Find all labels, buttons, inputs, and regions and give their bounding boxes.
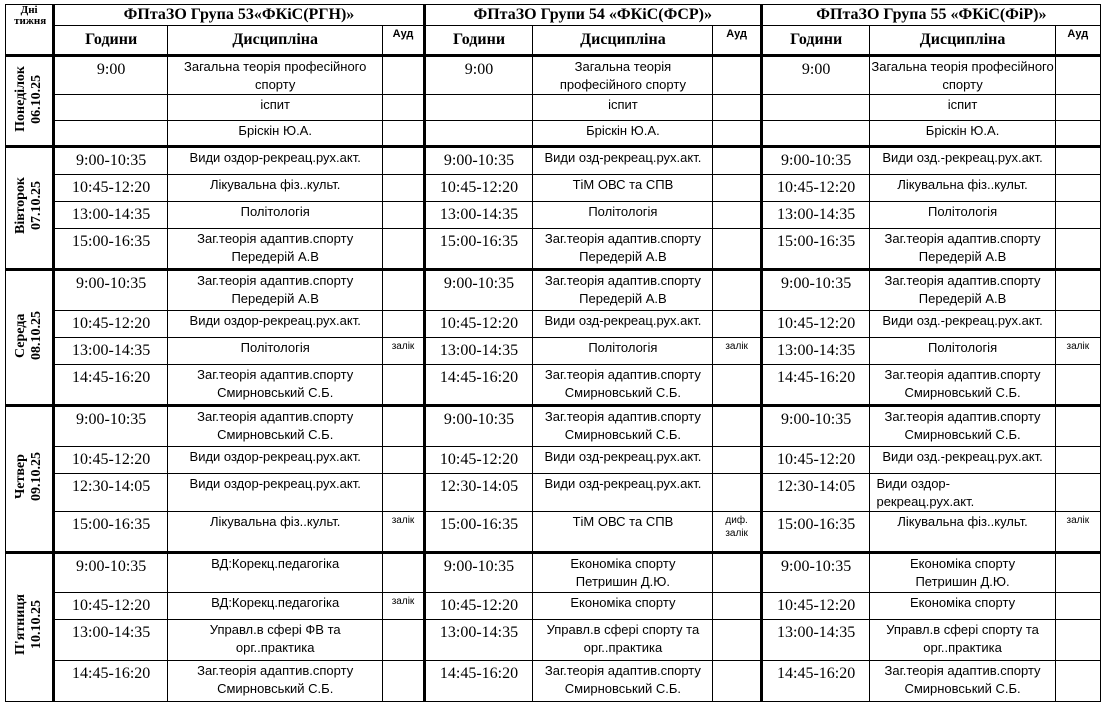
discipline-cell: Управл.в сфері ФВ та орг..практика <box>168 620 383 661</box>
time-cell: 13:00-14:35 <box>54 202 168 229</box>
discipline-cell: Заг.теорія адаптив.спорту Передерій А.В <box>168 229 383 270</box>
discipline-cell: Види озд.-рекреац.рух.акт. <box>870 311 1055 338</box>
time-cell: 9:00 <box>424 56 533 95</box>
discipline-cell: Види оздор-рекреац.рух.акт. <box>168 474 383 512</box>
discipline-cell: Лікувальна фіз..культ. <box>870 512 1055 553</box>
time-cell: 15:00-16:35 <box>424 229 533 270</box>
room-cell <box>713 95 761 121</box>
time-cell: 12:30-14:05 <box>761 474 870 512</box>
time-cell <box>424 95 533 121</box>
table-row <box>6 270 1101 311</box>
discipline-cell: Заг.теорія адаптив.спорту Передерій А.В <box>168 270 383 311</box>
discipline-cell: Види оздор- рекреац.рух.акт. <box>870 474 1055 512</box>
discipline-cell: Заг.теорія адаптив.спорту Смирновський С.Б. <box>870 661 1055 702</box>
table-row <box>6 311 1101 338</box>
discipline-cell: Заг.теорія адаптив.спорту Передерій А.В <box>533 229 713 270</box>
room-cell <box>713 229 761 270</box>
table-row <box>6 406 1101 447</box>
time-cell: 9:00-10:35 <box>424 553 533 593</box>
day-label <box>6 147 54 270</box>
discipline-cell: Бріскін Ю.А. <box>533 121 713 147</box>
time-cell: 13:00-14:35 <box>761 338 870 365</box>
room-cell <box>383 365 424 406</box>
room-cell <box>713 661 761 702</box>
room-cell <box>713 447 761 474</box>
time-cell: 10:45-12:20 <box>761 311 870 338</box>
discipline-cell: Заг.теорія адаптив.спорту Смирновський С.Б. <box>168 365 383 406</box>
discipline-cell: Лікувальна фіз..культ. <box>870 175 1055 202</box>
day-label <box>6 553 54 702</box>
room-cell <box>1055 593 1100 620</box>
time-cell: 10:45-12:20 <box>424 593 533 620</box>
room-cell <box>383 202 424 229</box>
room-cell <box>713 270 761 311</box>
day-label <box>6 270 54 406</box>
room-cell <box>713 406 761 447</box>
discipline-cell: Управл.в сфері спорту та орг..практика <box>870 620 1055 661</box>
room-cell: залік <box>713 338 761 365</box>
room-cell <box>383 620 424 661</box>
time-cell: 9:00-10:35 <box>424 406 533 447</box>
hours-column-header: Години <box>424 26 533 56</box>
schedule-table <box>5 4 1101 702</box>
table-row <box>6 95 1101 121</box>
time-cell: 9:00-10:35 <box>54 406 168 447</box>
discipline-cell: Політологія <box>533 202 713 229</box>
room-cell: залік <box>1055 338 1100 365</box>
discipline-cell: Політологія <box>533 338 713 365</box>
room-cell <box>713 202 761 229</box>
time-cell: 13:00-14:35 <box>761 620 870 661</box>
room-cell <box>713 593 761 620</box>
room-column-header: Ауд <box>383 26 424 56</box>
room-cell <box>713 56 761 95</box>
table-row <box>6 121 1101 147</box>
room-cell <box>713 553 761 593</box>
room-cell <box>1055 620 1100 661</box>
time-cell: 14:45-16:20 <box>761 365 870 406</box>
discipline-column-header: Дисципліна <box>168 26 383 56</box>
room-cell <box>713 311 761 338</box>
discipline-cell: Види оздор-рекреац.рух.акт. <box>168 147 383 175</box>
room-cell <box>713 365 761 406</box>
time-cell: 10:45-12:20 <box>424 447 533 474</box>
discipline-cell: Заг.теорія адаптив.спорту Передерій А.В <box>870 270 1055 311</box>
time-cell <box>54 121 168 147</box>
discipline-cell: Політологія <box>168 338 383 365</box>
discipline-column-header: Дисципліна <box>870 26 1055 56</box>
time-cell: 12:30-14:05 <box>54 474 168 512</box>
discipline-cell: Економіка спорту Петришин Д.Ю. <box>533 553 713 593</box>
discipline-cell: Політологія <box>870 338 1055 365</box>
discipline-cell: Загальна теорія професійного спорту <box>168 56 383 95</box>
room-cell <box>383 661 424 702</box>
discipline-cell: Види озд.-рекреац.рух.акт. <box>870 147 1055 175</box>
room-cell <box>713 121 761 147</box>
discipline-cell: іспит <box>168 95 383 121</box>
discipline-cell: Заг.теорія адаптив.спорту Смирновський С.Б. <box>533 406 713 447</box>
time-cell: 15:00-16:35 <box>424 512 533 553</box>
table-row <box>6 474 1101 512</box>
discipline-cell: Лікувальна фіз..культ. <box>168 512 383 553</box>
room-cell <box>1055 365 1100 406</box>
discipline-cell: ВД:Корекц.педагогіка <box>168 553 383 593</box>
room-cell <box>383 406 424 447</box>
time-cell <box>424 121 533 147</box>
time-cell: 14:45-16:20 <box>424 661 533 702</box>
time-cell: 13:00-14:35 <box>424 620 533 661</box>
time-cell: 10:45-12:20 <box>54 175 168 202</box>
time-cell: 10:45-12:20 <box>424 311 533 338</box>
table-row <box>6 512 1101 553</box>
day-label <box>6 406 54 553</box>
time-cell: 10:45-12:20 <box>761 447 870 474</box>
discipline-column-header: Дисципліна <box>533 26 713 56</box>
time-cell: 12:30-14:05 <box>424 474 533 512</box>
time-cell: 13:00-14:35 <box>424 338 533 365</box>
table-row <box>6 56 1101 95</box>
room-cell: диф. залік <box>713 512 761 553</box>
discipline-cell: Види озд-рекреац.рух.акт. <box>533 474 713 512</box>
discipline-cell: Лікувальна фіз..культ. <box>168 175 383 202</box>
room-cell <box>1055 474 1100 512</box>
time-cell <box>761 95 870 121</box>
room-cell <box>383 147 424 175</box>
room-cell <box>1055 56 1100 95</box>
discipline-cell: Заг.теорія адаптив.спорту Передерій А.В <box>870 229 1055 270</box>
day-label-text: П'ятниця 10.10.25 <box>13 594 45 656</box>
day-label-text: Вівторок 07.10.25 <box>13 177 45 234</box>
time-cell: 15:00-16:35 <box>54 229 168 270</box>
discipline-cell: Заг.теорія адаптив.спорту Смирновський С.Б. <box>533 661 713 702</box>
table-row <box>6 365 1101 406</box>
room-cell <box>713 620 761 661</box>
table-row <box>6 175 1101 202</box>
time-cell: 10:45-12:20 <box>54 311 168 338</box>
time-cell: 13:00-14:35 <box>54 338 168 365</box>
room-cell <box>383 553 424 593</box>
discipline-cell: Управл.в сфері спорту та орг..практика <box>533 620 713 661</box>
room-cell <box>713 474 761 512</box>
time-cell: 10:45-12:20 <box>424 175 533 202</box>
discipline-cell: Заг.теорія адаптив.спорту Смирновський С.Б. <box>870 406 1055 447</box>
room-cell <box>383 474 424 512</box>
discipline-cell: Заг.теорія адаптив.спорту Смирновський С.Б. <box>533 365 713 406</box>
room-cell <box>383 95 424 121</box>
time-cell: 9:00 <box>761 56 870 95</box>
room-cell <box>383 121 424 147</box>
day-label-text: Середа 08.10.25 <box>13 310 45 360</box>
time-cell: 9:00-10:35 <box>54 270 168 311</box>
time-cell: 9:00-10:35 <box>54 147 168 175</box>
day-label <box>6 56 54 147</box>
discipline-cell: Види оздор-рекреац.рух.акт. <box>168 311 383 338</box>
time-cell: 10:45-12:20 <box>54 593 168 620</box>
room-cell <box>383 311 424 338</box>
day-label-text: Понеділок 06.10.25 <box>13 65 45 132</box>
room-cell: залік <box>383 338 424 365</box>
room-cell <box>383 229 424 270</box>
group-55-title: ФПтаЗО Група 55 «ФКіС(ФіР)» <box>761 5 1100 26</box>
discipline-cell: іспит <box>870 95 1055 121</box>
hours-column-header: Години <box>761 26 870 56</box>
table-row <box>6 229 1101 270</box>
time-cell: 14:45-16:20 <box>54 365 168 406</box>
table-row <box>6 147 1101 175</box>
time-cell: 9:00-10:35 <box>761 406 870 447</box>
room-cell: залік <box>383 593 424 620</box>
discipline-cell: ТіМ ОВС та СПВ <box>533 512 713 553</box>
room-cell <box>1055 121 1100 147</box>
room-cell <box>1055 553 1100 593</box>
room-cell <box>383 447 424 474</box>
room-cell <box>1055 447 1100 474</box>
discipline-cell: Види озд-рекреац.рух.акт. <box>533 147 713 175</box>
table-row <box>6 338 1101 365</box>
table-row <box>6 661 1101 702</box>
room-column-header: Ауд <box>713 26 761 56</box>
group-53-title: ФПтаЗО Група 53«ФКіС(РГН)» <box>54 5 424 26</box>
room-cell <box>383 175 424 202</box>
table-row <box>6 593 1101 620</box>
room-cell <box>1055 229 1100 270</box>
time-cell <box>761 121 870 147</box>
discipline-cell: Економіка спорту <box>870 593 1055 620</box>
time-cell: 13:00-14:35 <box>761 202 870 229</box>
discipline-cell: Види озд-рекреац.рух.акт. <box>533 311 713 338</box>
room-cell <box>713 147 761 175</box>
time-cell: 9:00 <box>54 56 168 95</box>
discipline-cell: Політологія <box>168 202 383 229</box>
time-cell: 13:00-14:35 <box>424 202 533 229</box>
room-cell <box>1055 175 1100 202</box>
hours-column-header: Години <box>54 26 168 56</box>
discipline-cell: Види озд.-рекреац.рух.акт. <box>870 447 1055 474</box>
room-cell <box>1055 95 1100 121</box>
discipline-cell: ТіМ ОВС та СПВ <box>533 175 713 202</box>
discipline-cell: Заг.теорія адаптив.спорту Передерій А.В <box>533 270 713 311</box>
time-cell: 10:45-12:20 <box>761 175 870 202</box>
time-cell: 13:00-14:35 <box>54 620 168 661</box>
discipline-cell: Загальна теорія професійного спорту <box>533 56 713 95</box>
discipline-cell: Політологія <box>870 202 1055 229</box>
discipline-cell: Заг.теорія адаптив.спорту Смирновський С.Б. <box>168 406 383 447</box>
room-cell: залік <box>1055 512 1100 553</box>
group-54-title: ФПтаЗО Групи 54 «ФКіС(ФСР)» <box>424 5 761 26</box>
discipline-cell: іспит <box>533 95 713 121</box>
discipline-cell: Заг.теорія адаптив.спорту Смирновський С.Б. <box>168 661 383 702</box>
table-row <box>6 553 1101 593</box>
discipline-cell: Бріскін Ю.А. <box>168 121 383 147</box>
discipline-cell: Заг.теорія адаптив.спорту Смирновський С.Б. <box>870 365 1055 406</box>
table-row <box>6 447 1101 474</box>
time-cell: 9:00-10:35 <box>761 270 870 311</box>
room-cell <box>383 270 424 311</box>
time-cell: 14:45-16:20 <box>761 661 870 702</box>
room-cell <box>1055 406 1100 447</box>
discipline-cell: ВД:Корекц.педагогіка <box>168 593 383 620</box>
room-cell <box>1055 147 1100 175</box>
days-header: Дні тижня <box>6 5 54 56</box>
time-cell: 14:45-16:20 <box>54 661 168 702</box>
time-cell: 15:00-16:35 <box>761 229 870 270</box>
room-cell: залік <box>383 512 424 553</box>
table-row <box>6 202 1101 229</box>
discipline-cell: Економіка спорту <box>533 593 713 620</box>
discipline-cell: Види озд-рекреац.рух.акт. <box>533 447 713 474</box>
time-cell: 9:00-10:35 <box>761 147 870 175</box>
time-cell: 10:45-12:20 <box>761 593 870 620</box>
time-cell: 10:45-12:20 <box>54 447 168 474</box>
discipline-cell: Загальна теорія професійного спорту <box>870 56 1055 95</box>
discipline-cell: Економіка спорту Петришин Д.Ю. <box>870 553 1055 593</box>
room-cell <box>1055 661 1100 702</box>
room-cell <box>1055 311 1100 338</box>
time-cell: 14:45-16:20 <box>424 365 533 406</box>
discipline-cell: Бріскін Ю.А. <box>870 121 1055 147</box>
day-label-text: Четвер 09.10.25 <box>13 452 45 501</box>
room-cell <box>383 56 424 95</box>
time-cell: 15:00-16:35 <box>761 512 870 553</box>
time-cell <box>54 95 168 121</box>
room-cell <box>1055 270 1100 311</box>
table-row <box>6 620 1101 661</box>
time-cell: 9:00-10:35 <box>54 553 168 593</box>
time-cell: 9:00-10:35 <box>424 147 533 175</box>
time-cell: 9:00-10:35 <box>761 553 870 593</box>
time-cell: 9:00-10:35 <box>424 270 533 311</box>
discipline-cell: Види оздор-рекреац.рух.акт. <box>168 447 383 474</box>
room-cell <box>713 175 761 202</box>
room-cell <box>1055 202 1100 229</box>
time-cell: 15:00-16:35 <box>54 512 168 553</box>
room-column-header: Ауд <box>1055 26 1100 56</box>
